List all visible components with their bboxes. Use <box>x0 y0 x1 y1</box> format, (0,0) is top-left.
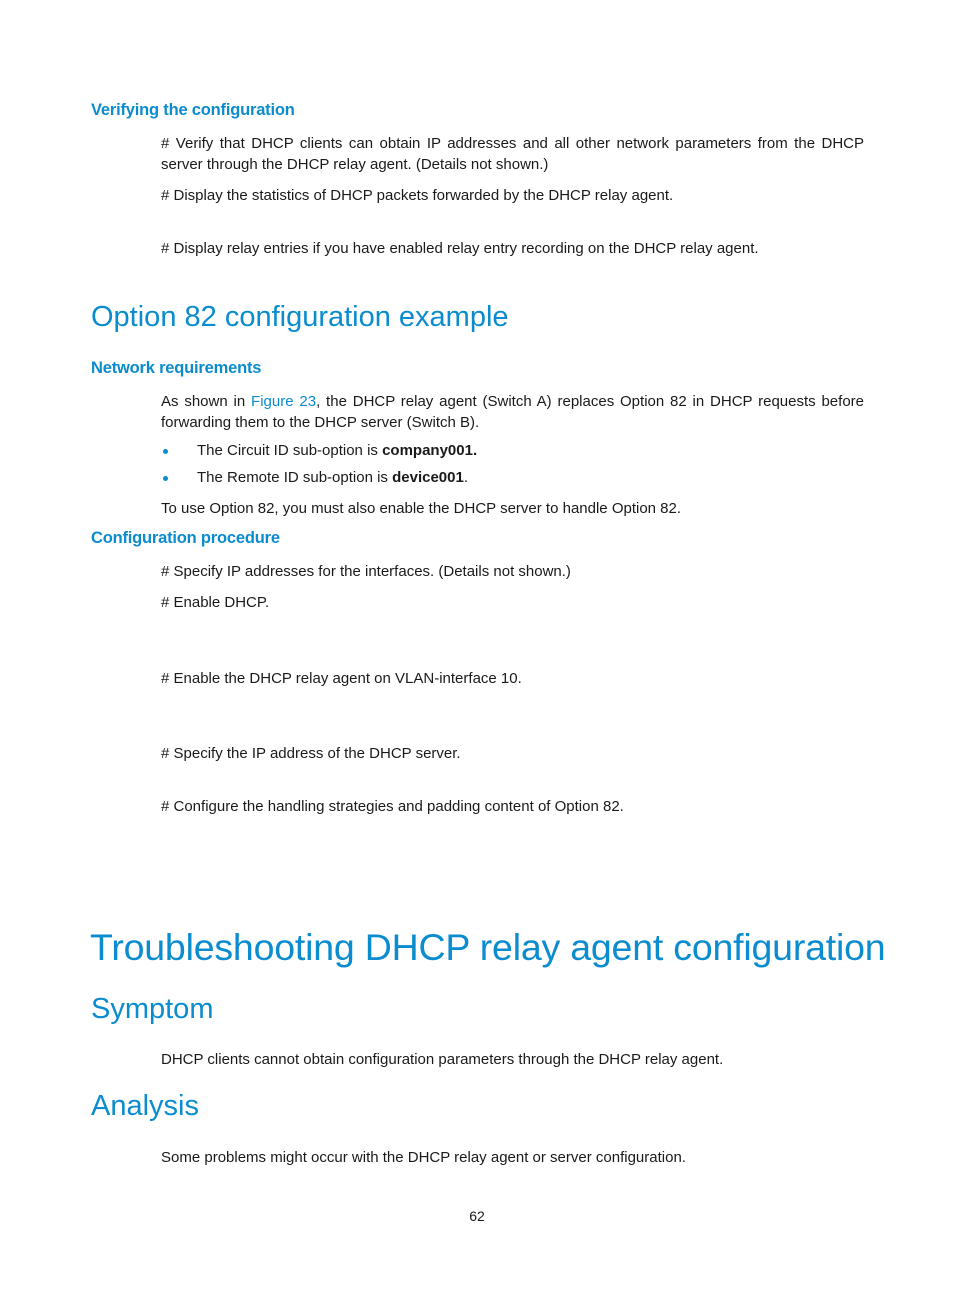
chapter-heading-troubleshooting: Troubleshooting DHCP relay agent configuration <box>90 926 886 968</box>
bullet-value: device001 <box>392 469 464 486</box>
chapter-heading-option82: Option 82 configuration example <box>91 301 509 333</box>
bullet-icon <box>163 476 168 481</box>
paragraph-display-statistics: # Display the statistics of DHCP packets forwarded by the DHCP relay agent. <box>161 187 674 204</box>
bullet-text: The Circuit ID sub-option is <box>197 442 383 459</box>
procedure-step-3: # Enable the DHCP relay agent on VLAN-interface 10. <box>161 670 522 687</box>
procedure-step-5: # Configure the handling strategies and padding content of Option 82. <box>161 798 624 815</box>
paragraph-analysis: Some problems might occur with the DHCP relay agent or server configuration. <box>161 1149 686 1166</box>
paragraph-network-intro <box>161 391 864 433</box>
paragraph-option82-note: To use Option 82, you must also enable the DHCP server to handle Option 82. <box>161 500 682 517</box>
procedure-step-1: # Specify IP addresses for the interfaces. (Details not shown.) <box>161 563 571 580</box>
paragraph-display-relay-entries: # Display relay entries if you have enabled relay entry recording on the DHCP relay agent. <box>161 240 759 257</box>
bullet-item-remote-id <box>161 467 561 488</box>
section-heading-configuration-procedure: Configuration procedure <box>91 529 280 547</box>
bullet-value: company001. <box>382 442 478 459</box>
paragraph-symptom: DHCP clients cannot obtain configuration parameters through the DHCP relay agent. <box>161 1051 724 1068</box>
section-heading-network-requirements: Network requirements <box>91 359 262 377</box>
section-heading-symptom: Symptom <box>91 993 214 1025</box>
bullet-text: The Remote ID sub-option is <box>197 469 393 486</box>
paragraph-verify-clients: # Verify that DHCP clients can obtain IP addresses and all other network parameters from the DHCP server through the DHCP relay agent. (Details not shown.) <box>161 135 864 173</box>
bullet-item-circuit-id <box>161 440 561 461</box>
page-number: 62 <box>469 1208 485 1224</box>
section-heading-verifying: Verifying the configuration <box>91 101 295 119</box>
bullet-icon <box>163 449 168 454</box>
procedure-step-4: # Specify the IP address of the DHCP server. <box>161 745 461 762</box>
bullet-tail: . <box>463 469 468 486</box>
figure-23-link[interactable]: Figure 23 <box>251 393 317 410</box>
intro-text-after: , the DHCP relay agent (Switch A) replaces Option 82 in DHCP requests before forwarding them to the DHCP server (Switch B). <box>161 393 864 431</box>
procedure-step-2: # Enable DHCP. <box>161 594 270 611</box>
section-heading-analysis: Analysis <box>91 1090 199 1122</box>
intro-text-before: As shown in <box>161 393 252 410</box>
